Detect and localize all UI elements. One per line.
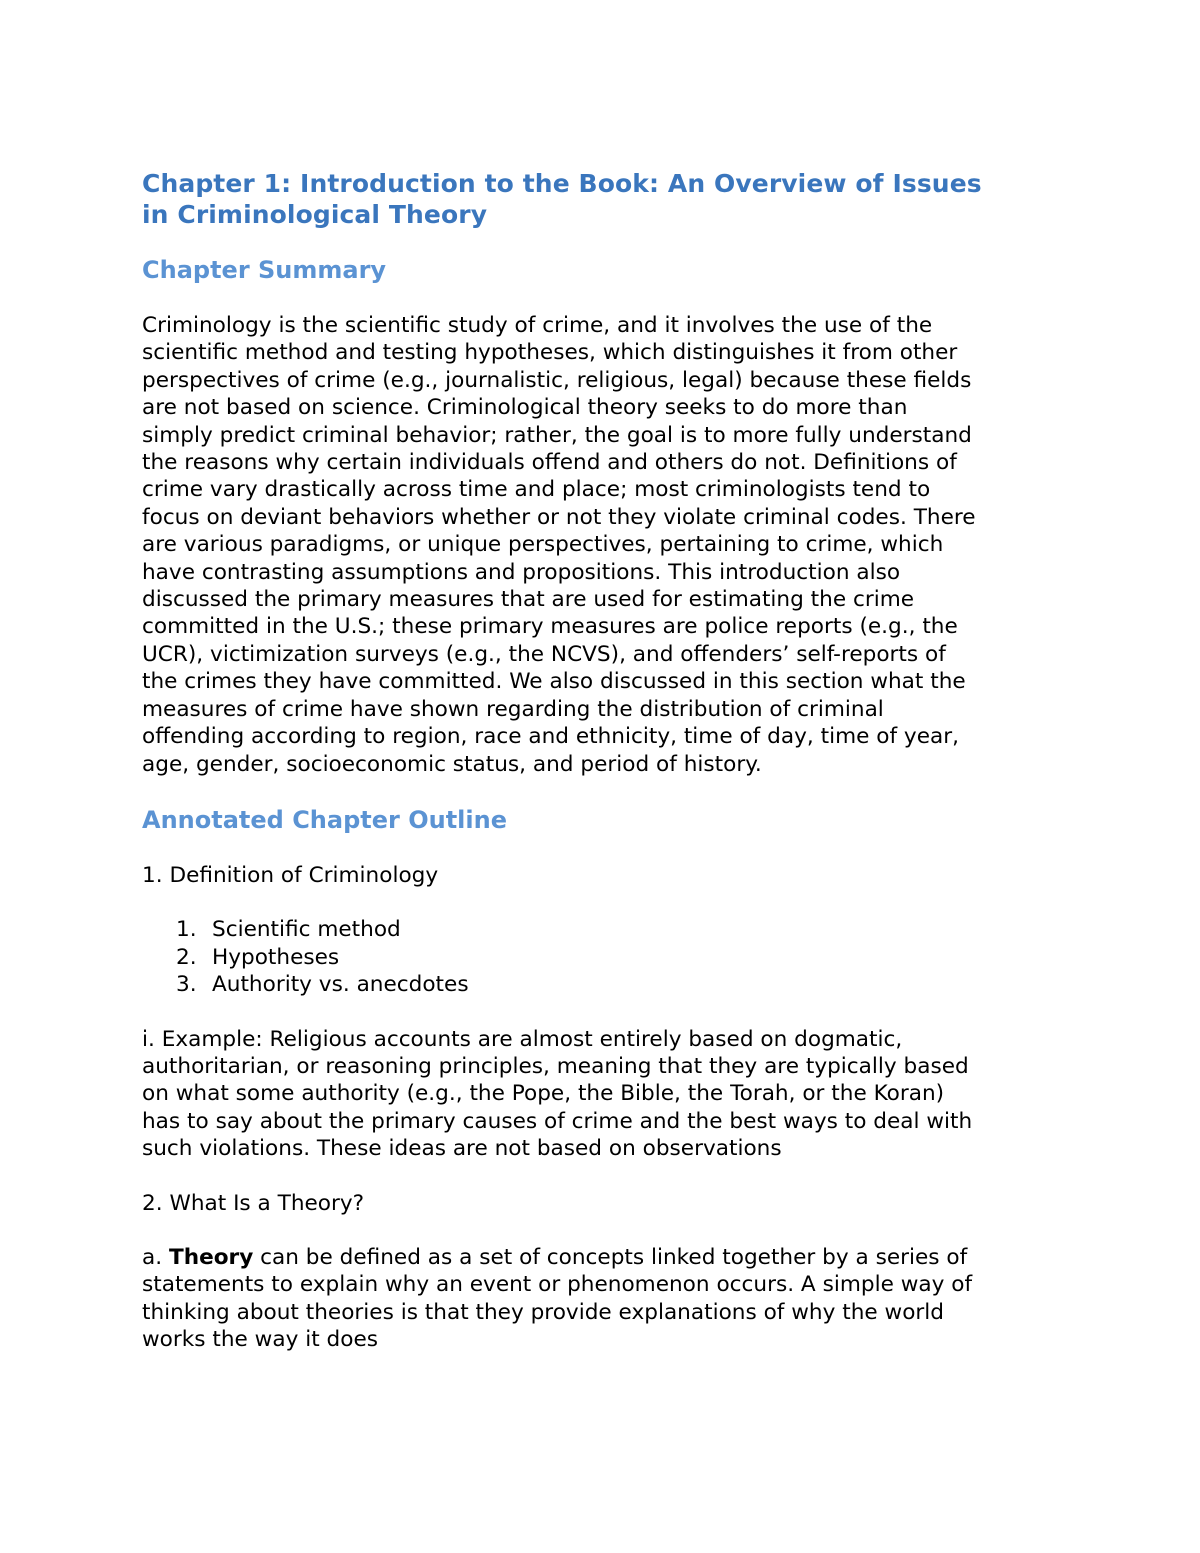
theory-prefix: a.	[142, 1244, 169, 1270]
chapter-title-line-1: Chapter 1: Introduction to the Book: An Overview of Issues	[142, 169, 982, 198]
list-item-number: 2.	[176, 944, 197, 970]
summary-line: the crimes they have committed. We also discussed in this section what the	[142, 669, 966, 695]
theory-line: works the way it does	[142, 1327, 378, 1353]
example-paragraph	[142, 1026, 1062, 1163]
summary-line: crime vary drastically across time and place; most criminologists tend to	[142, 477, 931, 503]
summary-line: age, gender, socioeconomic status, and period of history.	[142, 751, 762, 777]
example-line: has to say about the primary causes of crime and the best ways to deal with	[142, 1108, 973, 1134]
summary-line: are not based on science. Criminological theory seeks to do more than	[142, 395, 908, 421]
chapter-title-line-2: in Criminological Theory	[142, 200, 488, 229]
chapter-title	[142, 168, 1062, 230]
theory-term: Theory	[168, 1244, 254, 1270]
summary-line: the reasons why certain individuals offend and others do not. Definitions of	[142, 450, 957, 476]
summary-line: measures of crime have shown regarding the distribution of criminal	[142, 696, 884, 722]
theory-line: statements to explain why an event or phenomenon occurs. A simple way of	[142, 1272, 973, 1298]
summary-heading: Chapter Summary	[142, 256, 387, 284]
summary-line: perspectives of crime (e.g., journalistic, religious, legal) because these fields	[142, 367, 972, 393]
summary-line: offending according to region, race and ethnicity, time of day, time of year,	[142, 724, 959, 750]
list-item-number: 1.	[176, 917, 197, 943]
list-item-text: Scientific method	[212, 917, 401, 943]
list-item-text: Hypotheses	[212, 944, 340, 970]
summary-line: discussed the primary measures that are used for estimating the crime	[142, 587, 915, 613]
example-line: i. Example: Religious accounts are almost entirely based on dogmatic,	[142, 1026, 903, 1052]
theory-line: thinking about theories is that they provide explanations of why the world	[142, 1299, 945, 1325]
list-item-number: 3.	[176, 972, 197, 998]
summary-line: scientific method and testing hypotheses, which distinguishes it from other	[142, 340, 958, 366]
example-line: on what some authority (e.g., the Pope, the Bible, the Torah, or the Koran)	[142, 1081, 945, 1107]
document-page	[142, 168, 1062, 1354]
list-item	[142, 916, 1062, 943]
summary-paragraph	[142, 312, 1062, 778]
summary-line: Criminology is the scientific study of crime, and it involves the use of the	[142, 313, 933, 338]
summary-line: simply predict criminal behavior; rather, the goal is to more fully understand	[142, 422, 972, 448]
summary-line: UCR), victimization surveys (e.g., the NCVS), and offenders’ self-reports of	[142, 641, 946, 667]
summary-line: committed in the U.S.; these primary measures are police reports (e.g., the	[142, 614, 958, 640]
example-line: authoritarian, or reasoning principles, meaning that they are typically based	[142, 1053, 969, 1079]
summary-line: are various paradigms, or unique perspectives, pertaining to crime, which	[142, 532, 944, 558]
section-2-heading: 2. What Is a Theory?	[142, 1190, 365, 1216]
list-item	[142, 944, 1062, 971]
theory-first-line	[142, 1244, 1062, 1271]
list-item	[142, 971, 1062, 998]
list-item-text: Authority vs. anecdotes	[212, 972, 469, 998]
section-1-list	[142, 916, 1062, 998]
example-line: such violations. These ideas are not based on observations	[142, 1136, 782, 1162]
section-1-heading: 1. Definition of Criminology	[142, 862, 439, 888]
outline-heading: Annotated Chapter Outline	[142, 805, 507, 834]
summary-line: have contrasting assumptions and propositions. This introduction also	[142, 559, 901, 585]
summary-line: focus on deviant behaviors whether or not they violate criminal codes. There	[142, 504, 976, 530]
theory-line-rest: can be defined as a set of concepts linked together by a series of	[253, 1244, 968, 1270]
theory-paragraph	[142, 1244, 1062, 1354]
